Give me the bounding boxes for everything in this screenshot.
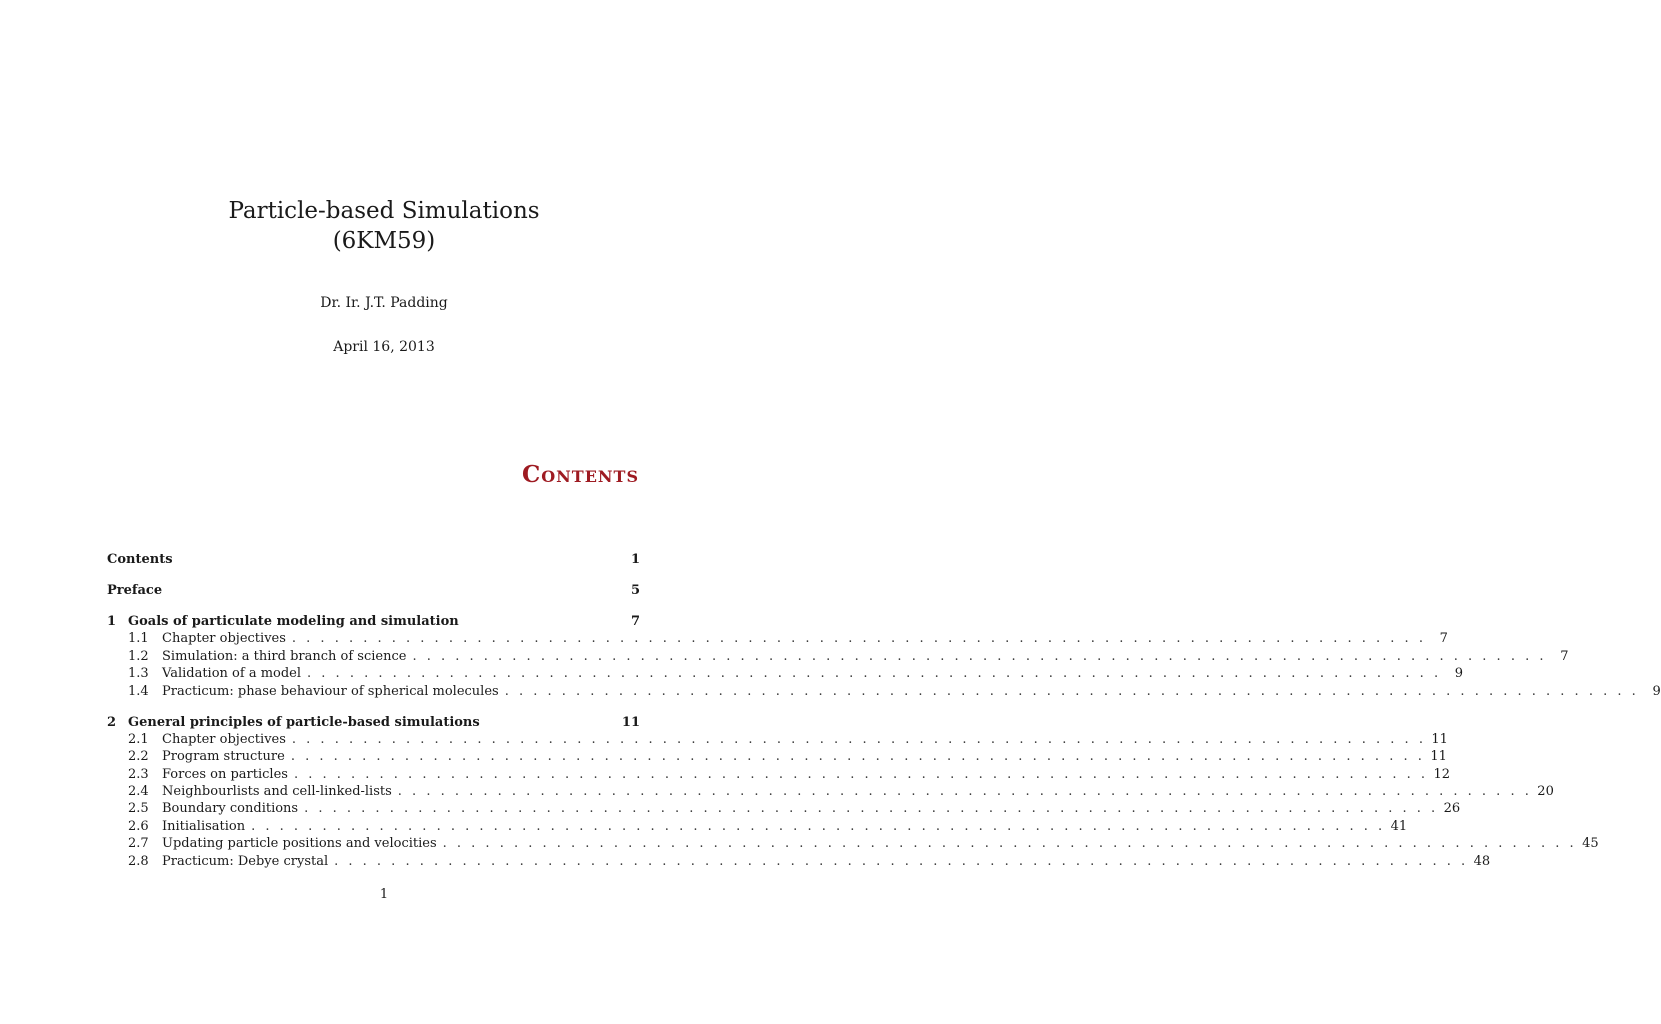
toc-section-page: 26 <box>1443 801 1461 817</box>
toc-section-title: Simulation: a third branch of science <box>162 648 407 664</box>
date: April 16, 2013 <box>333 339 435 355</box>
table-of-contents <box>107 551 1661 870</box>
dot-leader: . . . . . . . . . . . . . . . . . . . . . . . . . . . . . . . . . . . . . . . . . . . . . . . . . . . . . . . . . . . . . . . . . . . . . . . . . . . . . . . . <box>307 666 1442 682</box>
toc-section-page: 11 <box>1431 731 1448 747</box>
toc-section-1-3[interactable] <box>107 665 1464 682</box>
toc-section-number: 2.2 <box>128 749 149 765</box>
dot-leader: . . . . . . . . . . . . . . . . . . . . . . . . . . . . . . . . . . . . . . . . . . . . . . . . . . . . . . . . . . . . . . . . . . . . . . . . . . . . . . . . <box>334 853 1469 869</box>
page-number: 1 <box>379 887 389 902</box>
toc-section-number: 2.8 <box>128 853 149 869</box>
toc-entry-title: Contents <box>107 552 173 567</box>
toc-section-2-8[interactable] <box>107 853 1491 870</box>
dot-leader: . . . . . . . . . . . . . . . . . . . . . . . . . . . . . . . . . . . . . . . . . . . . . . . . . . . . . . . . . . . . . . . . . . . . . . . . . . . . . . . . <box>304 801 1439 817</box>
toc-entry-page: 1 <box>630 552 640 567</box>
toc-chapter-page: 7 <box>630 613 640 629</box>
toc-section-title: Program structure <box>162 749 285 765</box>
toc-section-title: Chapter objectives <box>162 731 286 747</box>
toc-section-2-2[interactable] <box>107 748 1447 765</box>
dot-leader: . . . . . . . . . . . . . . . . . . . . . . . . . . . . . . . . . . . . . . . . . . . . . . . . . . . . . . . . . . . . . . . . . . . . . . . . . . . . . . . . <box>504 683 1639 699</box>
toc-section-page: 12 <box>1433 766 1450 782</box>
toc-section-number: 2.1 <box>128 731 149 747</box>
toc-section-2-6[interactable] <box>107 818 1408 835</box>
toc-chapter-title: Goals of particulate modeling and simulation <box>128 613 459 629</box>
toc-entry-title: Preface <box>107 582 163 598</box>
toc-chapter-title: General principles of particle-based simulations <box>128 714 480 730</box>
toc-section-number: 2.4 <box>128 784 149 800</box>
toc-section-title: Updating particle positions and velocities <box>162 836 437 852</box>
toc-section-number: 1.1 <box>128 631 149 647</box>
toc-section-title: Neighbourlists and cell-linked-lists <box>162 784 392 800</box>
toc-section-number: 2.7 <box>128 836 149 852</box>
document-title: Particle-based Simulations <box>228 198 540 224</box>
toc-section-number: 2.6 <box>128 818 149 834</box>
dot-leader: . . . . . . . . . . . . . . . . . . . . . . . . . . . . . . . . . . . . . . . . . . . . . . . . . . . . . . . . . . . . . . . . . . . . . . . . . . . . . . . . <box>293 766 1428 782</box>
dot-leader: . . . . . . . . . . . . . . . . . . . . . . . . . . . . . . . . . . . . . . . . . . . . . . . . . . . . . . . . . . . . . . . . . . . . . . . . . . . . . . . . <box>442 836 1577 852</box>
dot-leader: . . . . . . . . . . . . . . . . . . . . . . . . . . . . . . . . . . . . . . . . . . . . . . . . . . . . . . . . . . . . . . . . . . . . . . . . . . . . . . . . <box>291 631 1426 647</box>
toc-section-number: 1.3 <box>128 666 149 682</box>
toc-section-1-2[interactable] <box>107 648 1569 665</box>
author: Dr. Ir. J.T. Padding <box>320 295 448 311</box>
toc-section-number: 1.4 <box>128 683 149 699</box>
toc-section-number: 2.5 <box>128 801 149 817</box>
toc-section-page: 7 <box>1560 648 1569 664</box>
title-block <box>0 196 768 256</box>
toc-section-page: 7 <box>1439 631 1448 647</box>
toc-section-title: Practicum: Debye crystal <box>162 853 329 869</box>
dot-leader: . . . . . . . . . . . . . . . . . . . . . . . . . . . . . . . . . . . . . . . . . . . . . . . . . . . . . . . . . . . . . . . . . . . . . . . . . . . . . . . . <box>412 648 1547 664</box>
toc-section-2-1[interactable] <box>107 731 1448 748</box>
toc-section-title: Forces on particles <box>162 766 288 782</box>
dot-leader: . . . . . . . . . . . . . . . . . . . . . . . . . . . . . . . . . . . . . . . . . . . . . . . . . . . . . . . . . . . . . . . . . . . . . . . . . . . . . . . . <box>291 731 1426 747</box>
toc-chapter-number: 1 <box>107 613 117 629</box>
toc-entry-preface[interactable] <box>107 582 640 599</box>
toc-section-title: Validation of a model <box>162 666 302 682</box>
toc-section-number: 2.3 <box>128 766 149 782</box>
toc-chapter-2[interactable] <box>107 714 640 731</box>
dot-leader: . . . . . . . . . . . . . . . . . . . . . . . . . . . . . . . . . . . . . . . . . . . . . . . . . . . . . . . . . . . . . . . . . . . . . . . . . . . . . . . . <box>251 818 1386 834</box>
dot-leader: . . . . . . . . . . . . . . . . . . . . . . . . . . . . . . . . . . . . . . . . . . . . . . . . . . . . . . . . . . . . . . . . . . . . . . . . . . . . . . . . <box>397 784 1532 800</box>
toc-section-page: 20 <box>1537 784 1554 800</box>
toc-chapter-1[interactable] <box>107 613 640 630</box>
toc-entry-page: 5 <box>630 582 640 598</box>
toc-section-page: 41 <box>1390 818 1408 834</box>
toc-section-2-4[interactable] <box>107 783 1554 800</box>
toc-section-2-7[interactable] <box>107 835 1599 852</box>
dot-leader: . . . . . . . . . . . . . . . . . . . . . . . . . . . . . . . . . . . . . . . . . . . . . . . . . . . . . . . . . . . . . . . . . . . . . . . . . . . . . . . . <box>290 749 1425 765</box>
toc-section-2-5[interactable] <box>107 800 1461 817</box>
course-code: (6KM59) <box>332 228 436 254</box>
toc-section-1-1[interactable] <box>107 630 1448 647</box>
toc-chapter-number: 2 <box>107 714 117 730</box>
toc-section-2-3[interactable] <box>107 766 1450 783</box>
toc-chapters <box>107 599 1661 870</box>
toc-section-page: 48 <box>1473 853 1491 869</box>
contents-heading: Contents <box>521 461 639 488</box>
toc-section-page: 9 <box>1454 666 1464 682</box>
toc-entry-contents[interactable] <box>107 551 640 568</box>
toc-section-page: 11 <box>1430 749 1447 765</box>
toc-chapter-page: 11 <box>621 714 640 730</box>
toc-section-number: 1.2 <box>128 648 149 664</box>
toc-section-title: Initialisation <box>162 818 246 834</box>
toc-section-title: Practicum: phase behaviour of spherical molecules <box>162 683 499 699</box>
toc-section-page: 9 <box>1652 683 1661 699</box>
toc-section-1-4[interactable] <box>107 683 1661 700</box>
toc-section-title: Boundary conditions <box>162 801 299 817</box>
toc-section-title: Chapter objectives <box>162 631 286 647</box>
toc-section-page: 45 <box>1582 836 1599 852</box>
